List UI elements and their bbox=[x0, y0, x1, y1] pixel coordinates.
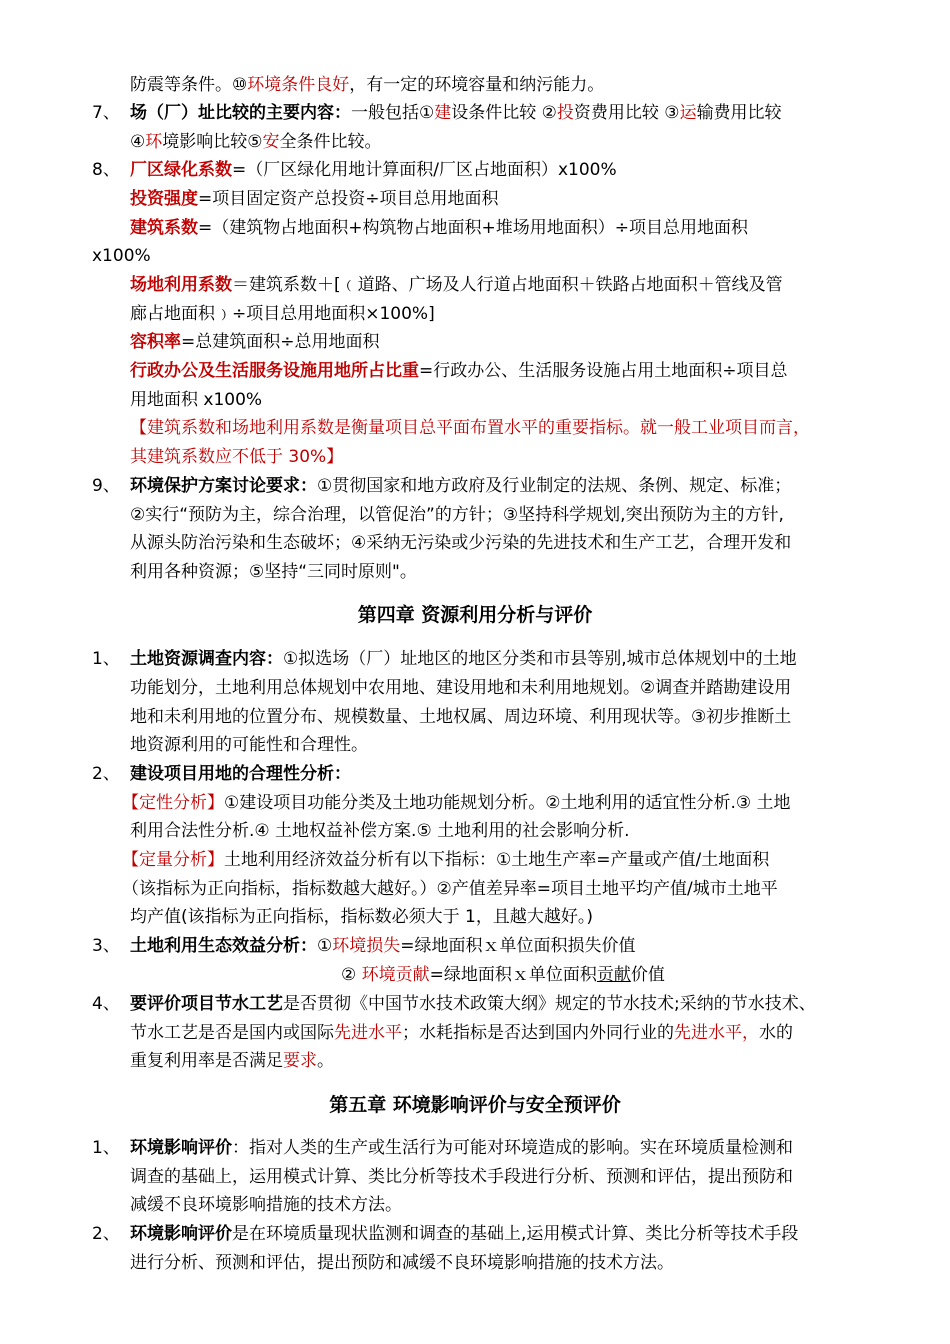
text-span: 设条件比较 ② bbox=[451, 103, 557, 123]
formula-text: =行政办公、生活服务设施占用土地面积÷项目总 bbox=[419, 361, 788, 381]
note-line: 其建筑系数应不低于 30%】 bbox=[130, 447, 344, 467]
text-line: 廊占地面积﹚÷项目总用地面积×100%] bbox=[130, 304, 435, 324]
formula-text: =总建筑面积÷总用地面积 bbox=[181, 332, 380, 352]
text-span: 节水工艺是否是国内或国际 bbox=[130, 1023, 334, 1043]
text-span: ④ bbox=[130, 132, 146, 152]
highlight-text: 建 bbox=[434, 103, 452, 123]
text-span: =绿地面积ｘ单位面积 bbox=[429, 965, 597, 985]
item-title: 环境影响评价 bbox=[130, 1138, 232, 1158]
text-span: ①建设项目功能分类及土地功能规划分析。②土地利用的适宜性分析.③ 土地 bbox=[224, 793, 791, 813]
text-span: 资费用比较 ③ bbox=[573, 103, 680, 123]
text-span: 境影响比较⑤ bbox=[162, 132, 263, 152]
term-label: 容积率 bbox=[130, 332, 181, 352]
item-number: 3、 bbox=[92, 936, 120, 956]
term-label: 场地利用系数 bbox=[130, 275, 232, 295]
text-span: 是在环境质量现状监测和调查的基础上,运用模式计算、类比分析等技术手段 bbox=[232, 1224, 799, 1244]
text-span: 输费用比较 bbox=[696, 103, 782, 123]
text-span: 价值 bbox=[630, 965, 665, 985]
highlight-text: 安 bbox=[262, 132, 280, 152]
text-span: ①拟选场（厂）址地区的地区分类和市县等别,城市总体规划中的土地 bbox=[283, 649, 797, 669]
text-line bbox=[341, 963, 665, 987]
text-span: ① bbox=[317, 936, 333, 956]
highlight-text: 先进水平， bbox=[674, 1023, 759, 1043]
text-span: ，有一定的环境容量和纳污能力。 bbox=[349, 75, 605, 95]
text-span: 重复利用率是否满足 bbox=[130, 1051, 283, 1071]
term-label: 厂区绿化系数 bbox=[130, 160, 232, 180]
text-line bbox=[130, 1222, 798, 1246]
text-line: 利用各种资源；⑤坚持“三同时原则"。 bbox=[130, 562, 417, 582]
text-line bbox=[130, 474, 791, 498]
text-span: 土地利用经济效益分析有以下指标：①土地生产率=产量或产值/土地面积 bbox=[224, 850, 770, 870]
text-line bbox=[130, 1136, 793, 1160]
item-number: 9、 bbox=[92, 476, 120, 496]
term-label: 行政办公及生活服务设施用地所占比重 bbox=[130, 361, 419, 381]
text-line bbox=[130, 101, 782, 125]
text-line: 地和未利用地的位置分布、规模数量、土地权属、周边环境、利用现状等。③初步推断土 bbox=[130, 707, 792, 727]
text-span: ；水耗指标是否达到国内外同行业的 bbox=[402, 1023, 674, 1043]
chapter-heading: 第五章 环境影响评价与安全预评价 bbox=[329, 1094, 621, 1116]
text-line: （该指标为正向指标，指标数越大越好。）②产值差异率=项目土地平均产值/城市土地平 bbox=[122, 879, 778, 899]
formula-text: =（厂区绿化用地计算面积/厂区占地面积）x100% bbox=[232, 160, 617, 180]
text-span: 水的 bbox=[759, 1023, 793, 1043]
text-line bbox=[122, 848, 769, 872]
item-title: 环境影响评价 bbox=[130, 1224, 232, 1244]
highlight-text: 环境条件良好 bbox=[247, 75, 350, 95]
text-line bbox=[122, 791, 791, 815]
highlight-text: 环境损失 bbox=[332, 936, 401, 956]
text-line: 利用合法性分析.④ 土地权益补偿方案.⑤ 土地利用的社会影响分析. bbox=[130, 821, 630, 841]
text-line bbox=[130, 992, 816, 1016]
chapter-heading: 第四章 资源利用分析与评价 bbox=[357, 604, 593, 626]
text-line bbox=[130, 1021, 793, 1045]
item-number: 1、 bbox=[92, 1138, 120, 1158]
underlined-text: 贡献 bbox=[596, 965, 631, 985]
formula-text: ＝建筑系数＋[﹙道路、广场及人行道占地面积＋铁路占地面积＋管线及管 bbox=[232, 275, 783, 295]
item-number: 8、 bbox=[92, 160, 120, 180]
text-line: 均产值(该指标为正向指标，指标数必须大于 1，且越大越好。) bbox=[130, 907, 593, 927]
text-line bbox=[130, 1049, 334, 1073]
item-number: 2、 bbox=[92, 764, 120, 784]
text-span: 全条件比较。 bbox=[279, 132, 382, 152]
text-line bbox=[130, 359, 788, 383]
term-label: 建筑系数 bbox=[130, 218, 198, 238]
text-span: 一般包括① bbox=[351, 103, 435, 123]
text-line: 减缓不良环境影响措施的技术方法。 bbox=[130, 1195, 402, 1215]
item-number: 1、 bbox=[92, 649, 120, 669]
text-line bbox=[130, 647, 797, 671]
text-span: 防震等条件。⑩ bbox=[130, 75, 248, 95]
text-line: 从源头防治污染和生态破坏；④采纳无污染或少污染的先进技术和生产工艺，合理开发和 bbox=[130, 533, 792, 553]
text-span: ② bbox=[341, 965, 362, 985]
text-line: 用地面积 x100% bbox=[130, 390, 263, 410]
qualitative-label: 【定性分析】 bbox=[122, 793, 224, 813]
text-line bbox=[130, 216, 748, 240]
highlight-text: 运 bbox=[679, 103, 697, 123]
text-line bbox=[130, 130, 382, 154]
text-span: ：指对人类的生产或生活行为可能对环境造成的影响。实在环境质量检测和 bbox=[232, 1138, 793, 1158]
formula-text: =项目固定资产总投资÷项目总用地面积 bbox=[198, 189, 499, 209]
item-number: 2、 bbox=[92, 1224, 120, 1244]
text-line: 功能划分，土地利用总体规划中农用地、建设用地和未利用地规划。②调查并踏勘建设用 bbox=[130, 678, 792, 698]
item-number: 4、 bbox=[92, 994, 120, 1014]
text-line: 进行分析、预测和评估，提出预防和减缓不良环境影响措施的技术方法。 bbox=[130, 1253, 674, 1273]
highlight-text: 投 bbox=[556, 103, 574, 123]
highlight-text: 先进水平 bbox=[334, 1023, 402, 1043]
text-line: x100% bbox=[92, 246, 151, 266]
text-span: ①贯彻国家和地方政府及行业制定的法规、条例、规定、标准； bbox=[317, 476, 792, 496]
item-title: 土地利用生态效益分析： bbox=[130, 936, 317, 956]
item-number: 7、 bbox=[92, 103, 120, 123]
item-title: 环境保护方案讨论要求： bbox=[130, 476, 317, 496]
text-line bbox=[130, 73, 604, 97]
text-line bbox=[130, 158, 617, 182]
text-line: 调查的基础上，运用模式计算、类比分析等技术手段进行分析、预测和评估，提出预防和 bbox=[130, 1167, 793, 1187]
quantitative-label: 【定量分析】 bbox=[122, 850, 224, 870]
highlight-text: 要求 bbox=[283, 1051, 317, 1071]
text-line bbox=[130, 273, 783, 297]
item-title: 要评价项目节水工艺 bbox=[130, 994, 283, 1014]
term-label: 投资强度 bbox=[130, 189, 198, 209]
text-line bbox=[130, 187, 499, 211]
text-line bbox=[130, 934, 636, 958]
text-span: =绿地面积ｘ单位面积损失价值 bbox=[400, 936, 636, 956]
highlight-text: 环境贡献 bbox=[361, 965, 430, 985]
formula-text: =（建筑物占地面积+构筑物占地面积+堆场用地面积）÷项目总用地面积 bbox=[198, 218, 748, 238]
item-title: 建设项目用地的合理性分析： bbox=[130, 764, 351, 784]
text-span: 。 bbox=[317, 1051, 334, 1071]
highlight-text: 环 bbox=[145, 132, 163, 152]
text-line bbox=[130, 330, 380, 354]
text-span: 是否贯彻《中国节水技术政策大纲》规定的节水技术;采纳的节水技术、 bbox=[283, 994, 816, 1014]
item-title: 场（厂）址比较的主要内容： bbox=[130, 103, 351, 123]
item-title: 土地资源调查内容： bbox=[130, 649, 283, 669]
note-line: 【建筑系数和场地利用系数是衡量项目总平面布置水平的重要指标。就一般工业项目而言， bbox=[130, 418, 810, 438]
text-line: 地资源利用的可能性和合理性。 bbox=[130, 735, 368, 755]
text-line: ②实行“预防为主，综合治理，以管促治”的方针；③坚持科学规划,突出预防为主的方针, bbox=[130, 505, 784, 525]
